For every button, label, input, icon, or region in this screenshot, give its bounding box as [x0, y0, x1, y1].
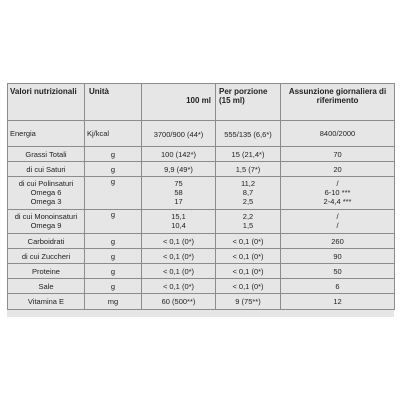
nutrition-table: [7, 83, 395, 310]
row-value-line: /: [336, 221, 339, 230]
row-per-100ml: < 0,1 (0*): [142, 234, 216, 249]
header-per-portion-line2: (15 ml): [219, 96, 245, 105]
row-value-line: /: [336, 179, 339, 188]
table-row-polinsaturi: [8, 177, 395, 210]
row-per-portion: < 0,1 (0*): [216, 279, 281, 294]
row-per-portion: 555/135 (6,6*): [216, 121, 281, 147]
row-per-100ml: < 0,1 (0*): [142, 249, 216, 264]
row-name: Sale: [8, 279, 85, 294]
table-row-energia: [8, 121, 395, 147]
table-row-grassi-totali: [8, 147, 395, 162]
row-name: Proteine: [8, 264, 85, 279]
row-per-portion: 1,5 (7*): [216, 162, 281, 177]
row-value-line: 75: [174, 179, 183, 188]
row-reference-intake: [281, 210, 395, 234]
row-reference-intake: [281, 177, 395, 210]
row-per-100ml: 9,9 (49*): [142, 162, 216, 177]
header-name: Valori nutrizionali: [8, 84, 85, 121]
row-per-portion: [216, 177, 281, 210]
row-per-portion: [216, 210, 281, 234]
row-unit: g: [85, 264, 142, 279]
row-name: Vitamina E: [8, 294, 85, 310]
row-unit: g: [85, 147, 142, 162]
row-reference-intake: 50: [281, 264, 395, 279]
header-unit: Unità: [85, 84, 142, 121]
row-value-line: 15,1: [171, 212, 186, 221]
table-row-zuccheri: [8, 249, 395, 264]
row-name: [8, 177, 85, 210]
row-value-line: 58: [174, 188, 183, 197]
row-value-line: 1,5: [242, 221, 254, 230]
header-row: [8, 84, 395, 121]
row-unit: g: [85, 279, 142, 294]
table-row-saturi: [8, 162, 395, 177]
header-per-portion-line1: Per porzione: [219, 87, 268, 96]
row-per-portion: 9 (75**): [216, 294, 281, 310]
row-per-portion: < 0,1 (0*): [216, 234, 281, 249]
row-per-100ml: 3700/900 (44*): [142, 121, 216, 147]
row-unit: g: [85, 249, 142, 264]
nutrition-table-panel: [7, 83, 394, 317]
row-value-line: 10,4: [171, 221, 186, 230]
table-row-carboidrati: [8, 234, 395, 249]
row-name: di cui Saturi: [8, 162, 85, 177]
row-reference-intake: 70: [281, 147, 395, 162]
row-value-line: 11,2: [240, 179, 256, 188]
row-value-line: 8,7: [242, 188, 254, 197]
row-reference-intake: 8400/2000: [281, 121, 395, 147]
row-unit: g: [85, 177, 142, 210]
row-unit: g: [85, 210, 142, 234]
row-name: di cui Zuccheri: [8, 249, 85, 264]
header-reference-intake: [281, 84, 395, 121]
row-reference-intake: 90: [281, 249, 395, 264]
row-value-line: 2,5: [242, 197, 254, 206]
row-name: Carboidrati: [8, 234, 85, 249]
table-row-monoinsaturi: [8, 210, 395, 234]
row-name-line: Omega 6: [30, 188, 62, 197]
row-per-portion: 15 (21,4*): [216, 147, 281, 162]
table-row-vitamina-e: [8, 294, 395, 310]
row-per-100ml: < 0,1 (0*): [142, 279, 216, 294]
row-name: [8, 210, 85, 234]
row-per-100ml: 60 (500**): [142, 294, 216, 310]
row-unit: Kj/kcal: [85, 121, 142, 147]
row-value-line: /: [336, 212, 339, 221]
row-unit: g: [85, 162, 142, 177]
row-value-line: 6-10 ***: [324, 188, 351, 197]
header-reference-intake-line2: riferimento: [316, 96, 359, 105]
row-name-line: di cui Monoinsaturi: [14, 212, 78, 221]
row-reference-intake: 260: [281, 234, 395, 249]
header-per-portion: [216, 84, 281, 121]
table-row-proteine: [8, 264, 395, 279]
row-reference-intake: 6: [281, 279, 395, 294]
row-name-line: Omega 3: [30, 197, 62, 206]
header-per-100ml: 100 ml: [142, 84, 216, 121]
row-reference-intake: 20: [281, 162, 395, 177]
row-per-100ml: [142, 210, 216, 234]
row-reference-intake: 12: [281, 294, 395, 310]
row-value-line: 17: [174, 197, 183, 206]
row-per-portion: < 0,1 (0*): [216, 264, 281, 279]
row-per-100ml: 100 (142*): [142, 147, 216, 162]
row-per-portion: < 0,1 (0*): [216, 249, 281, 264]
row-name: Grassi Totali: [8, 147, 85, 162]
row-unit: g: [85, 234, 142, 249]
row-value-line: 2-4,4 ***: [323, 197, 352, 206]
table-row-sale: [8, 279, 395, 294]
row-value-line: 2,2: [242, 212, 254, 221]
header-reference-intake-line1: Assunzione giornaliera di: [288, 87, 387, 96]
row-per-100ml: < 0,1 (0*): [142, 264, 216, 279]
row-name-line: Omega 9: [30, 221, 62, 230]
row-unit: mg: [85, 294, 142, 310]
row-name-line: di cui Polinsaturi: [18, 179, 74, 188]
row-per-100ml: [142, 177, 216, 210]
row-name: Energia: [8, 121, 85, 147]
